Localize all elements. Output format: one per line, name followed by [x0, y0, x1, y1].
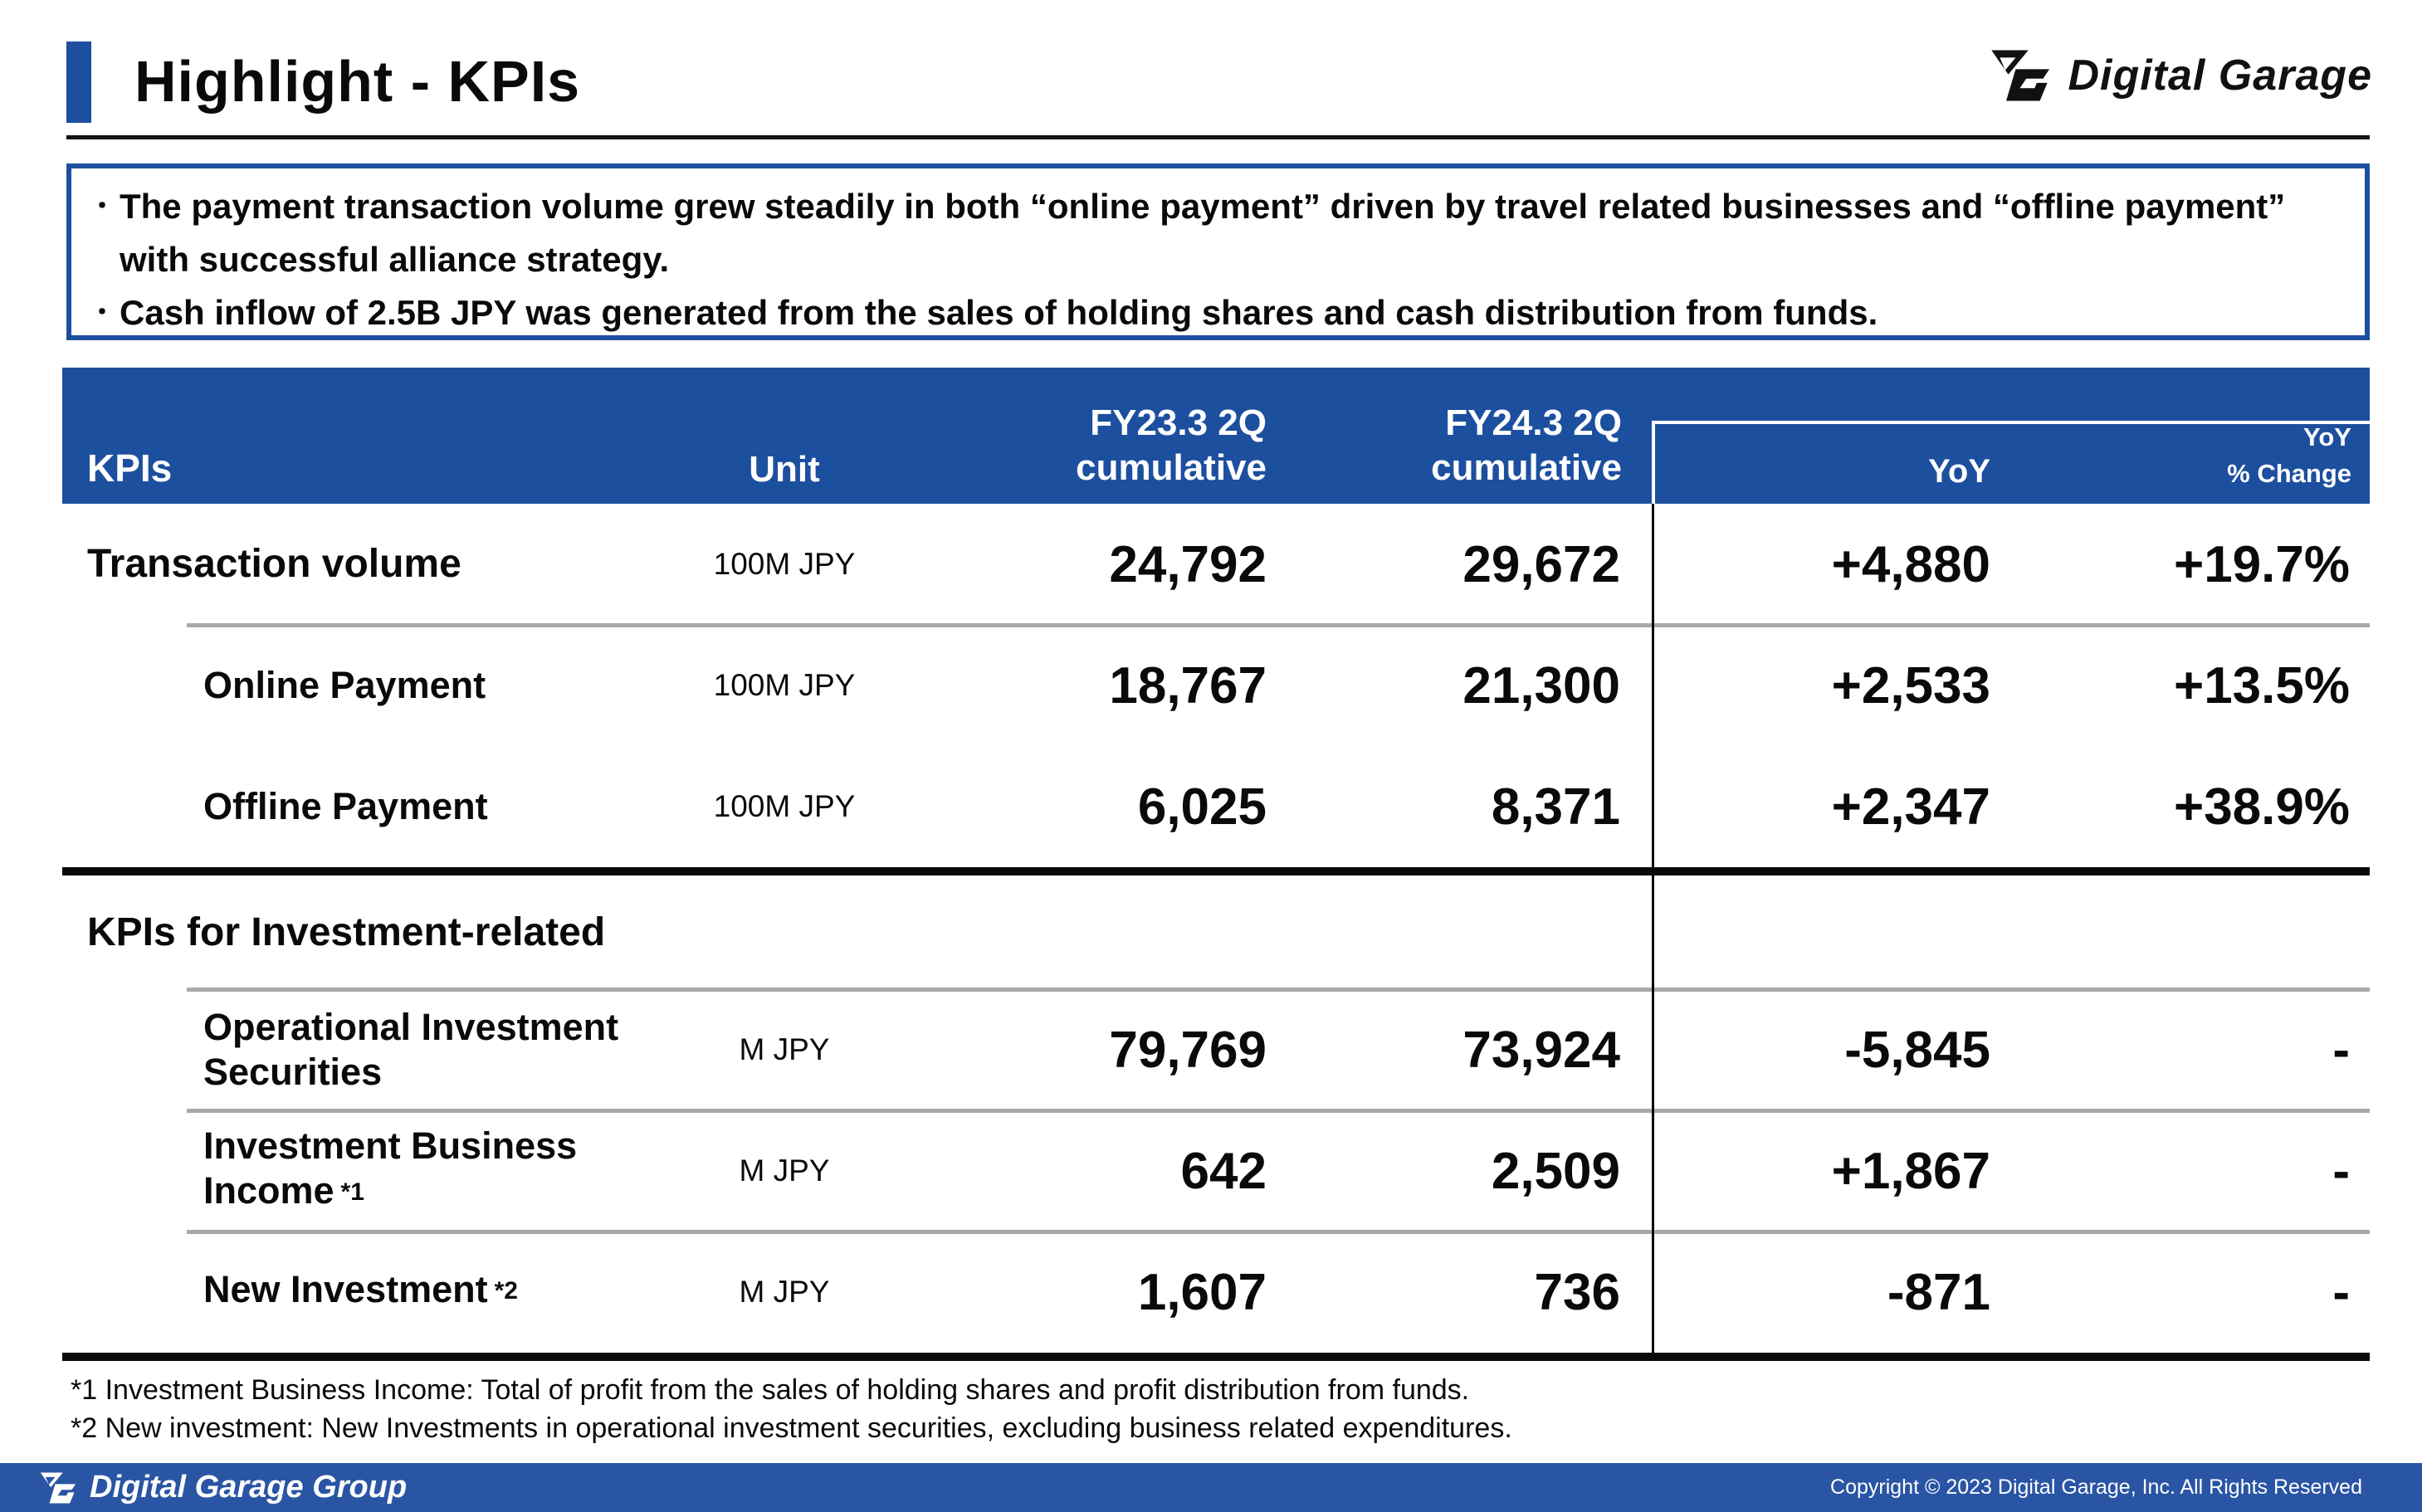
brand-logo — [1983, 48, 2372, 103]
footer-brand-name: Digital Garage Group — [90, 1470, 408, 1505]
cell-fy23-value: 18,767 — [1109, 656, 1267, 715]
footer-brand — [0, 1470, 407, 1505]
cell-fy23-value: 642 — [1180, 1142, 1267, 1200]
cell-yoy-pct-value: +38.9% — [2173, 778, 2350, 836]
section-divider — [62, 867, 2370, 875]
callout-bullet-text: The payment transaction volume grew steadily in both “online payment” driven by travel related businesses and “offline payment” with successful alliance strategy. — [120, 187, 2286, 279]
cell-yoy-value: +2,347 — [1831, 778, 1990, 836]
col-header-yoy: YoY — [1928, 453, 1990, 490]
col-header-fy23-line1: FY23.3 2Q — [1090, 402, 1267, 443]
callout-bullet — [85, 180, 2318, 286]
row-label — [62, 542, 672, 587]
brand-name: Digital Garage — [2068, 51, 2372, 100]
callout-bullet-text: Cash inflow of 2.5B JPY was generated from the sales of holding shares and cash distribution from funds. — [120, 293, 1878, 332]
footnotes — [71, 1371, 1512, 1447]
cell-unit: 100M JPY — [713, 547, 856, 581]
footnote-marker: *2 — [494, 1277, 518, 1305]
col-header-fy23-line2: cumulative — [1076, 447, 1267, 488]
row-label-text: Online Payment — [203, 664, 486, 706]
col-header-unit: Unit — [749, 449, 820, 490]
row-label-text: New Investment — [203, 1268, 488, 1310]
row-label-text: Operational Investment Securities — [203, 1006, 619, 1093]
table-row — [62, 875, 2370, 989]
table-header — [62, 368, 2370, 504]
row-label — [62, 1005, 672, 1095]
col-header-yoy-pct-line1: YoY — [2303, 422, 2351, 451]
kpi-table — [62, 368, 2370, 1361]
cell-fy23-value: 24,792 — [1109, 535, 1267, 593]
table-row — [62, 1232, 2370, 1353]
row-label-text: Investment Business Income — [203, 1124, 578, 1212]
callout-bullet — [85, 286, 2318, 339]
cell-yoy-pct-value: +13.5% — [2173, 656, 2350, 715]
cell-yoy-value: -5,845 — [1844, 1021, 1990, 1079]
row-label-text: KPIs for Investment-related — [87, 910, 606, 954]
cell-unit: M JPY — [739, 1275, 830, 1309]
footnote-line: *2 New investment: New Investments in operational investment securities, excluding business related expenditures. — [71, 1412, 1512, 1444]
summary-callout — [66, 163, 2370, 340]
cell-unit: 100M JPY — [713, 668, 856, 702]
bullet-icon: ・ — [88, 191, 116, 222]
row-label — [62, 1267, 672, 1317]
cell-fy24-value: 29,672 — [1462, 535, 1620, 593]
table-row — [62, 625, 2370, 746]
cell-fy23-value: 6,025 — [1137, 778, 1267, 836]
column-divider-line — [1652, 504, 1654, 1359]
cell-unit: 100M JPY — [713, 789, 856, 823]
row-label — [62, 1124, 672, 1218]
table-row — [62, 746, 2370, 867]
cell-fy24-value: 736 — [1534, 1263, 1620, 1321]
cell-yoy-pct-value: - — [2332, 1263, 2350, 1321]
col-header-yoy-pct-line2: % Change — [2227, 459, 2351, 488]
col-header-fy24-line1: FY24.3 2Q — [1445, 402, 1622, 443]
cell-yoy-value: +2,533 — [1831, 656, 1990, 715]
row-label-text: Offline Payment — [203, 785, 488, 827]
cell-yoy-value: +4,880 — [1831, 535, 1990, 593]
cell-yoy-pct-value: - — [2332, 1021, 2350, 1079]
table-row — [62, 1110, 2370, 1232]
footnote-line: *1 Investment Business Income: Total of profit from the sales of holding shares and profit distribution from funds. — [71, 1374, 1470, 1406]
col-header-fy23 — [896, 368, 1270, 504]
section-divider — [62, 1353, 2370, 1361]
cell-fy23-value: 1,607 — [1137, 1263, 1267, 1321]
title-divider — [66, 135, 2370, 139]
table-body — [62, 504, 2370, 1361]
cell-yoy-value: +1,867 — [1831, 1142, 1990, 1200]
dg-logo-icon — [35, 1471, 78, 1505]
cell-yoy-pct-value: - — [2332, 1142, 2350, 1200]
dg-logo-icon — [1983, 48, 2053, 103]
cell-yoy-pct-value: +19.7% — [2173, 535, 2350, 593]
cell-unit: M JPY — [739, 1154, 830, 1188]
title-accent-bar — [66, 41, 91, 123]
row-label — [62, 784, 672, 829]
row-label — [62, 910, 2370, 955]
col-header-yoy-pct — [2050, 368, 2370, 504]
table-row — [62, 504, 2370, 625]
row-label — [62, 663, 672, 708]
cell-yoy-value: -871 — [1887, 1263, 1990, 1321]
cell-fy23-value: 79,769 — [1109, 1021, 1267, 1079]
cell-fy24-value: 8,371 — [1491, 778, 1620, 836]
page-title: Highlight - KPIs — [134, 49, 581, 114]
cell-fy24-value: 21,300 — [1462, 656, 1620, 715]
copyright-text: Copyright © 2023 Digital Garage, Inc. All Rights Reserved — [1830, 1475, 2362, 1499]
row-label-text: Transaction volume — [87, 542, 461, 586]
cell-unit: M JPY — [739, 1032, 830, 1066]
cell-fy24-value: 73,924 — [1462, 1021, 1620, 1079]
col-header-fy24 — [1270, 368, 1652, 504]
col-header-kpis: KPIs — [87, 446, 173, 490]
col-header-fy24-line2: cumulative — [1431, 447, 1622, 488]
footer-bar — [0, 1463, 2422, 1512]
footnote-marker: *1 — [340, 1178, 364, 1206]
cell-fy24-value: 2,509 — [1491, 1142, 1620, 1200]
bullet-icon: ・ — [88, 297, 116, 329]
table-row — [62, 989, 2370, 1110]
